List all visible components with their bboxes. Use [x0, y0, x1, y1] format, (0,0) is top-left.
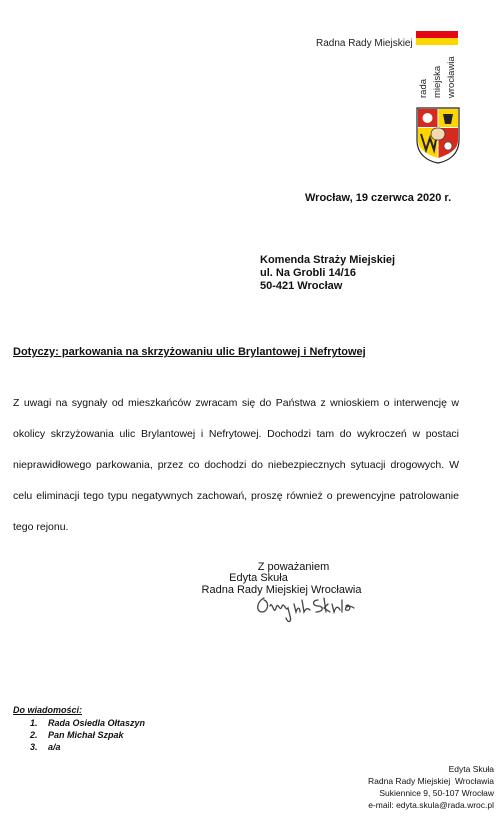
- cc-item-text: Rada Osiedla Ołtaszyn: [48, 718, 146, 728]
- footer-name: Edyta Skuła: [448, 764, 494, 774]
- cc-list-item: [30, 717, 145, 729]
- cc-item-text: Pan Michał Szpak: [48, 730, 124, 740]
- cc-list-item: [30, 729, 145, 741]
- cc-item-number: 1.: [30, 718, 38, 728]
- footer-role: Radna Rady Miejskiej Wrocławia: [368, 776, 494, 786]
- letter-date: Wrocław, 19 czerwca 2020 r.: [305, 192, 452, 204]
- footer-address: Sukiennice 9, 50-107 Wrocław: [379, 788, 494, 798]
- closing-role: Radna Rady Miejskiej Wrocławia: [201, 584, 362, 596]
- cc-list: [30, 717, 145, 753]
- council-vertical-text: [416, 48, 458, 98]
- cc-item-number: 3.: [30, 742, 38, 752]
- closing-name: Edyta Skuła: [229, 572, 288, 584]
- footer-email[interactable]: e-mail: edyta.skula@rada.wroc.pl: [368, 800, 494, 810]
- cc-title: Do wiadomości:: [13, 705, 83, 715]
- vertical-text-rada: rada: [418, 78, 429, 98]
- letter-body: [13, 388, 459, 543]
- recipient-line-1: Komenda Straży Miejskiej: [260, 254, 396, 266]
- recipient-line-2: ul. Na Grobli 14/16: [260, 267, 356, 279]
- closing-greeting: Z poważaniem: [257, 561, 330, 573]
- cc-item-number: 2.: [30, 730, 38, 740]
- vertical-text-miejska: miejska: [432, 65, 443, 98]
- footer-contact: [368, 763, 494, 811]
- cc-item-text: a/a: [48, 742, 61, 752]
- letter-body-text: Z uwagi na sygnały od mieszkańców zwracam się do Państwa z wnioskiem o interwencję w okolicy skrzyżowania ulic Brylantowej i Nefrytowej. Dochodzi tam do wykroczeń w postaci nieprawidłowego parkowania, przez co dochodzi do niebezpiecznych sytuacji drogowych. W celu eliminacji tego typu negatywnych zachowań, proszę również o prewencyjne patrolowanie tego rejonu.: [13, 397, 459, 533]
- vertical-text-wroclawia: wrocławia: [446, 56, 457, 98]
- header-title: Radna Rady Miejskiej: [316, 38, 413, 49]
- cc-list-item: [30, 741, 145, 753]
- council-flag-logo: [416, 31, 458, 45]
- letter-subject: Dotyczy: parkowania na skrzyżowaniu ulic Brylantowej i Nefrytowej: [13, 346, 366, 358]
- handwritten-signature-icon: [254, 590, 362, 631]
- recipient-address: [260, 254, 395, 293]
- recipient-line-3: 50-421 Wrocław: [260, 280, 343, 292]
- wroclaw-coat-of-arms-icon: [415, 106, 461, 164]
